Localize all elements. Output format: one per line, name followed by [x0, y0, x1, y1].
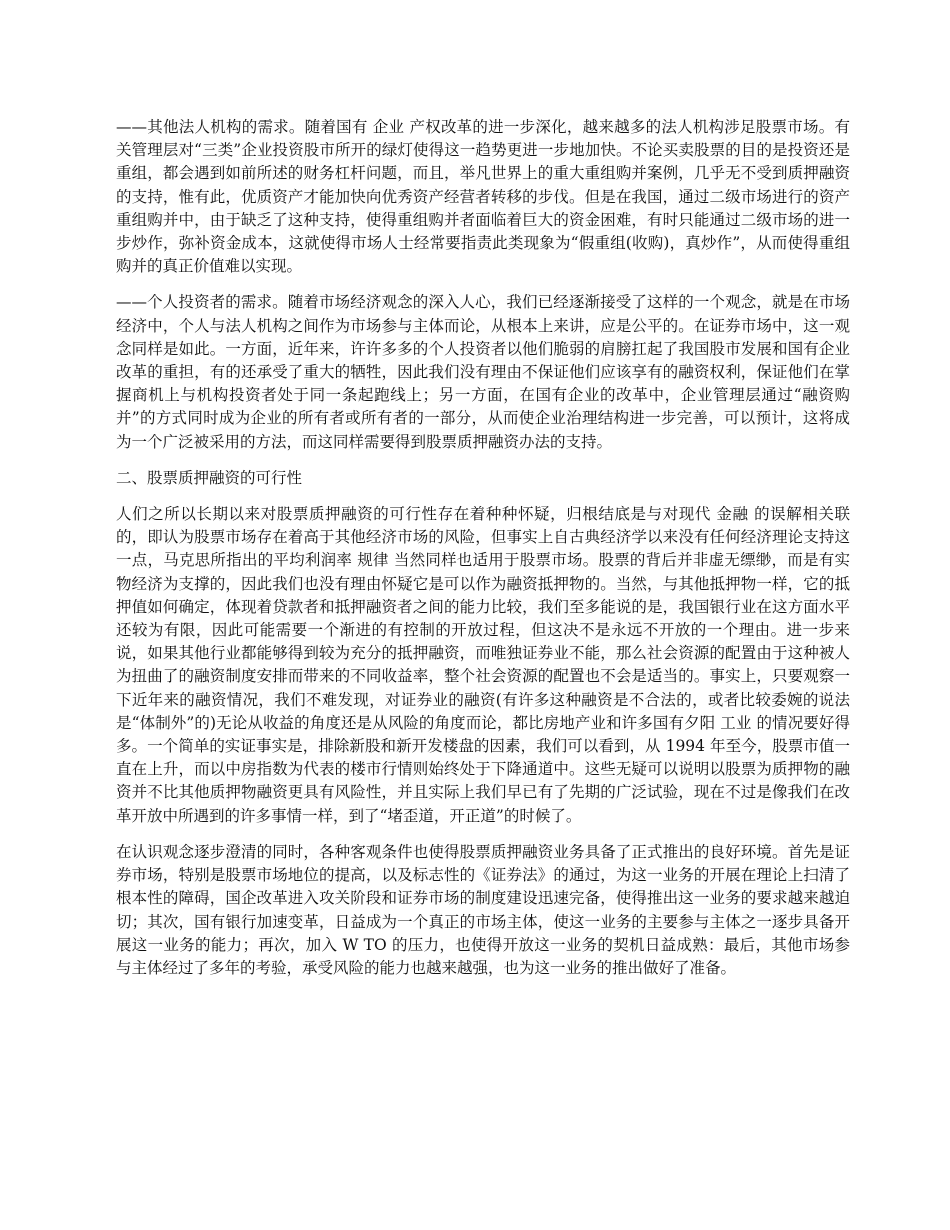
paragraph-favorable-conditions: 在认识观念逐步澄清的同时，各种客观条件也使得股票质押融资业务具备了正式推出的良好环境。首先是证券市场，特别是股票市场地位的提高，以及标志性的《证券法》的通过，为这一业务的开展在理论上扫清了根本性的障碍，国企改革进入攻关阶段和证券市场的制度建设迅速完备，使得推出这一业务的要求越来越迫切；其次，国有银行加速变革，日益成为一个真正的市场主体，使这一业务的主要参与主体之一逐步具备开展这一业务的能力；再次，加入 W TO 的压力，也使得开放这一业务的契机日益成熟：最后，其他市场参与主体经过了多年的考验，承受风险的能力也越来越强，也为这一业务的推出做好了准备。	[116, 842, 850, 977]
paragraph-individual-investor-demand: ——个人投资者的需求。随着市场经济观念的深入人心，我们已经逐渐接受了这样的一个观念，就是在市场经济中，个人与法人机构之间作为市场参与主体而论，从根本上来讲，应是公平的。在证券市场中，这一观念同样是如此。一方面，近年来，许许多多的个人投资者以他们脆弱的肩膀扛起了我国股市发展和国有企业改革的重担，有的还承受了重大的牺牲，因此我们没有理由不保证他们应该享有的融资权利，保证他们在掌握商机上与机构投资者处于同一条起跑线上；另一方面，在国有企业的改革中，企业管理层通过“融资购并”的方式同时成为企业的所有者或所有者的一部分，从而使企业治理结构进一步完善，可以预计，这将成为一个广泛被采用的方法，而这同样需要得到股票质押融资办法的支持。	[116, 293, 850, 451]
document-page	[116, 116, 850, 993]
paragraph-legal-entity-demand: ——其他法人机构的需求。随着国有 企业 产权改革的进一步深化，越来越多的法人机构涉足股票市场。有关管理层对“三类”企业投资股市所开的绿灯使得这一趋势更进一步地加快。不论买卖股票的目的是投资还是重组，都会遇到如前所述的财务杠杆问题，而且，举凡世界上的重大重组购并案例，几乎无不受到质押融资的支持，惟有此，优质资产才能加快向优秀资产经营者转移的步伐。但是在我国，通过二级市场进行的资产重组购并中，由于缺乏了这种支持，使得重组购并者面临着巨大的资金困难，有时只能通过二级市场的进一步炒作，弥补资金成本，这就使得市场人士经常要指责此类现象为“假重组(收购)，真炒作”，从而使得重组购并的真正价值难以实现。	[116, 118, 850, 276]
section-heading: 二、股票质押融资的可行性	[116, 468, 303, 487]
paragraph-feasibility-argument: 人们之所以长期以来对股票质押融资的可行性存在着种种怀疑，归根结底是与对现代 金融 的误解相关联的，即认为股票市场存在着高于其他经济市场的风险，但事实上自古典经济学以来没有任何经济理论支持这一点，马克思所指出的平均利润率 规律 当然同样也适用于股票市场。股票的背后并非虚无缥缈，而是有实物经济为支撑的，因此我们也没有理由怀疑它是可以作为融资抵押物的。当然，与其他抵押物一样，它的抵押值如何确定，体现着贷款者和抵押融资者之间的能力比较，我们至多能说的是，我国银行业在这方面水平还较为有限，因此可能需要一个渐进的有控制的开放过程，但这决不是永远不开放的一个理由。进一步来说，如果其他行业都能够得到较为充分的抵押融资，而唯独证券业不能，那么社会资源的配置由于这种被人为扭曲了的融资制度安排而带来的不同收益率，整个社会资源的配置也不会是适当的。事实上，只要观察一下近年来的融资情况，我们不难发现，对证券业的融资(有许多这种融资是不合法的，或者比较委婉的说法是“体制外”的)无论从收益的角度还是从风险的角度而论，都比房地产业和许多国有夕阳 工业 的情况要好得多。一个简单的实证事实是，排除新股和新开发楼盘的因素，我们可以看到，从 1994 年至今，股票市值一直在上升，而以中房指数为代表的楼市行情则始终处于下降通道中。这些无疑可以说明以股票为质押物的融资并不比其他质押物融资更具有风险性，并且实际上我们早已有了先期的广泛试验，现在不过是像我们在改革开放中所遇到的许多事情一样，到了“堵歪道，开正道”的时候了。	[116, 505, 850, 825]
